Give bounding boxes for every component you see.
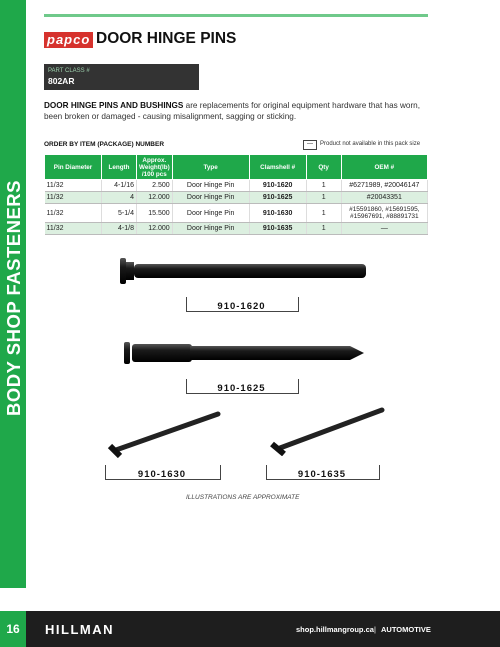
cell-clamshell: 910-1620 xyxy=(249,180,306,192)
table-header-row xyxy=(45,155,428,180)
cell-qty: 1 xyxy=(306,180,341,192)
cell-oem: — xyxy=(341,223,427,235)
table-row xyxy=(45,192,428,204)
pin-910-1635-image xyxy=(268,406,386,456)
intro-rest: are replacements for original equipment hardware that has worn, been broken or damaged - causing misalignment, sagging or sticking. xyxy=(44,101,421,121)
cell-clamshell: 910-1625 xyxy=(249,192,306,204)
cell-length: 4-1/8 xyxy=(102,223,137,235)
pin-910-1620-image xyxy=(118,256,370,286)
table-row xyxy=(45,180,428,192)
table-row xyxy=(45,223,428,235)
footer-category: AUTOMOTIVE xyxy=(381,625,431,634)
col-clamshell: Clamshell # xyxy=(249,155,306,180)
page-number: 16 xyxy=(0,611,26,647)
cell-length: 4 xyxy=(102,192,137,204)
cell-type: Door Hinge Pin xyxy=(172,204,249,223)
cell-type: Door Hinge Pin xyxy=(172,223,249,235)
cell-length: 5-1/4 xyxy=(102,204,137,223)
cell-qty: 1 xyxy=(306,204,341,223)
side-banner xyxy=(0,0,26,588)
cell-dia: 11/32 xyxy=(45,223,102,235)
col-oem: OEM # xyxy=(341,155,427,180)
pin-910-1630-image xyxy=(106,410,222,458)
col-length: Length xyxy=(102,155,137,180)
cell-weight: 12.000 xyxy=(137,192,173,204)
cell-clamshell: 910-1630 xyxy=(249,204,306,223)
cell-qty: 1 xyxy=(306,223,341,235)
cell-oem: #6271989, #20046147 xyxy=(341,180,427,192)
cell-oem: #20043351 xyxy=(341,192,427,204)
legend-symbol: — xyxy=(303,140,317,150)
pin-label-910-1635: 910-1635 xyxy=(297,469,347,480)
page-title: DOOR HINGE PINS xyxy=(96,30,237,47)
cell-dia: 11/32 xyxy=(45,204,102,223)
footer-brand: HILLMAN xyxy=(45,622,114,637)
illustrations-note: ILLUSTRATIONS ARE APPROXIMATE xyxy=(186,494,300,501)
intro-text xyxy=(44,101,428,122)
cell-clamshell: 910-1635 xyxy=(249,223,306,235)
cell-type: Door Hinge Pin xyxy=(172,192,249,204)
cell-oem: #15591860, #15691595, #15967691, #88891731 xyxy=(341,204,427,223)
cell-length: 4-1/16 xyxy=(102,180,137,192)
col-pin-diameter: Pin Diameter xyxy=(45,155,102,180)
part-class-box xyxy=(44,64,199,90)
order-heading: ORDER BY ITEM (PACKAGE) NUMBER xyxy=(44,141,165,148)
col-weight: Approx. Weight(lb) /100 pcs xyxy=(137,155,173,180)
table-row xyxy=(45,204,428,223)
pin-910-1625-image xyxy=(122,340,366,366)
footer-url-link[interactable]: shop.hillmangroup.ca xyxy=(296,625,374,634)
part-class-label: PART CLASS # xyxy=(48,68,90,74)
pin-label-910-1620: 910-1620 xyxy=(217,301,266,312)
pin-label-910-1625: 910-1625 xyxy=(217,383,266,394)
col-type: Type xyxy=(172,155,249,180)
cell-dia: 11/32 xyxy=(45,180,102,192)
pin-label-910-1630: 910-1630 xyxy=(137,469,187,480)
cell-type: Door Hinge Pin xyxy=(172,180,249,192)
top-rule xyxy=(44,14,428,17)
col-qty: Qty xyxy=(306,155,341,180)
product-table xyxy=(44,154,428,235)
footer-separator: | xyxy=(374,625,376,634)
legend-text: Product not available in this pack size xyxy=(320,141,421,147)
cell-weight: 2.500 xyxy=(137,180,173,192)
side-title: BODY SHOP FASTENERS xyxy=(3,180,24,417)
brand-logo: papco xyxy=(44,32,93,48)
intro-lead: DOOR HINGE PINS AND BUSHINGS xyxy=(44,101,184,110)
cell-qty: 1 xyxy=(306,192,341,204)
part-class-value: 802AR xyxy=(48,76,75,86)
cell-dia: 11/32 xyxy=(45,192,102,204)
cell-weight: 12.000 xyxy=(137,223,173,235)
cell-weight: 15.500 xyxy=(137,204,173,223)
